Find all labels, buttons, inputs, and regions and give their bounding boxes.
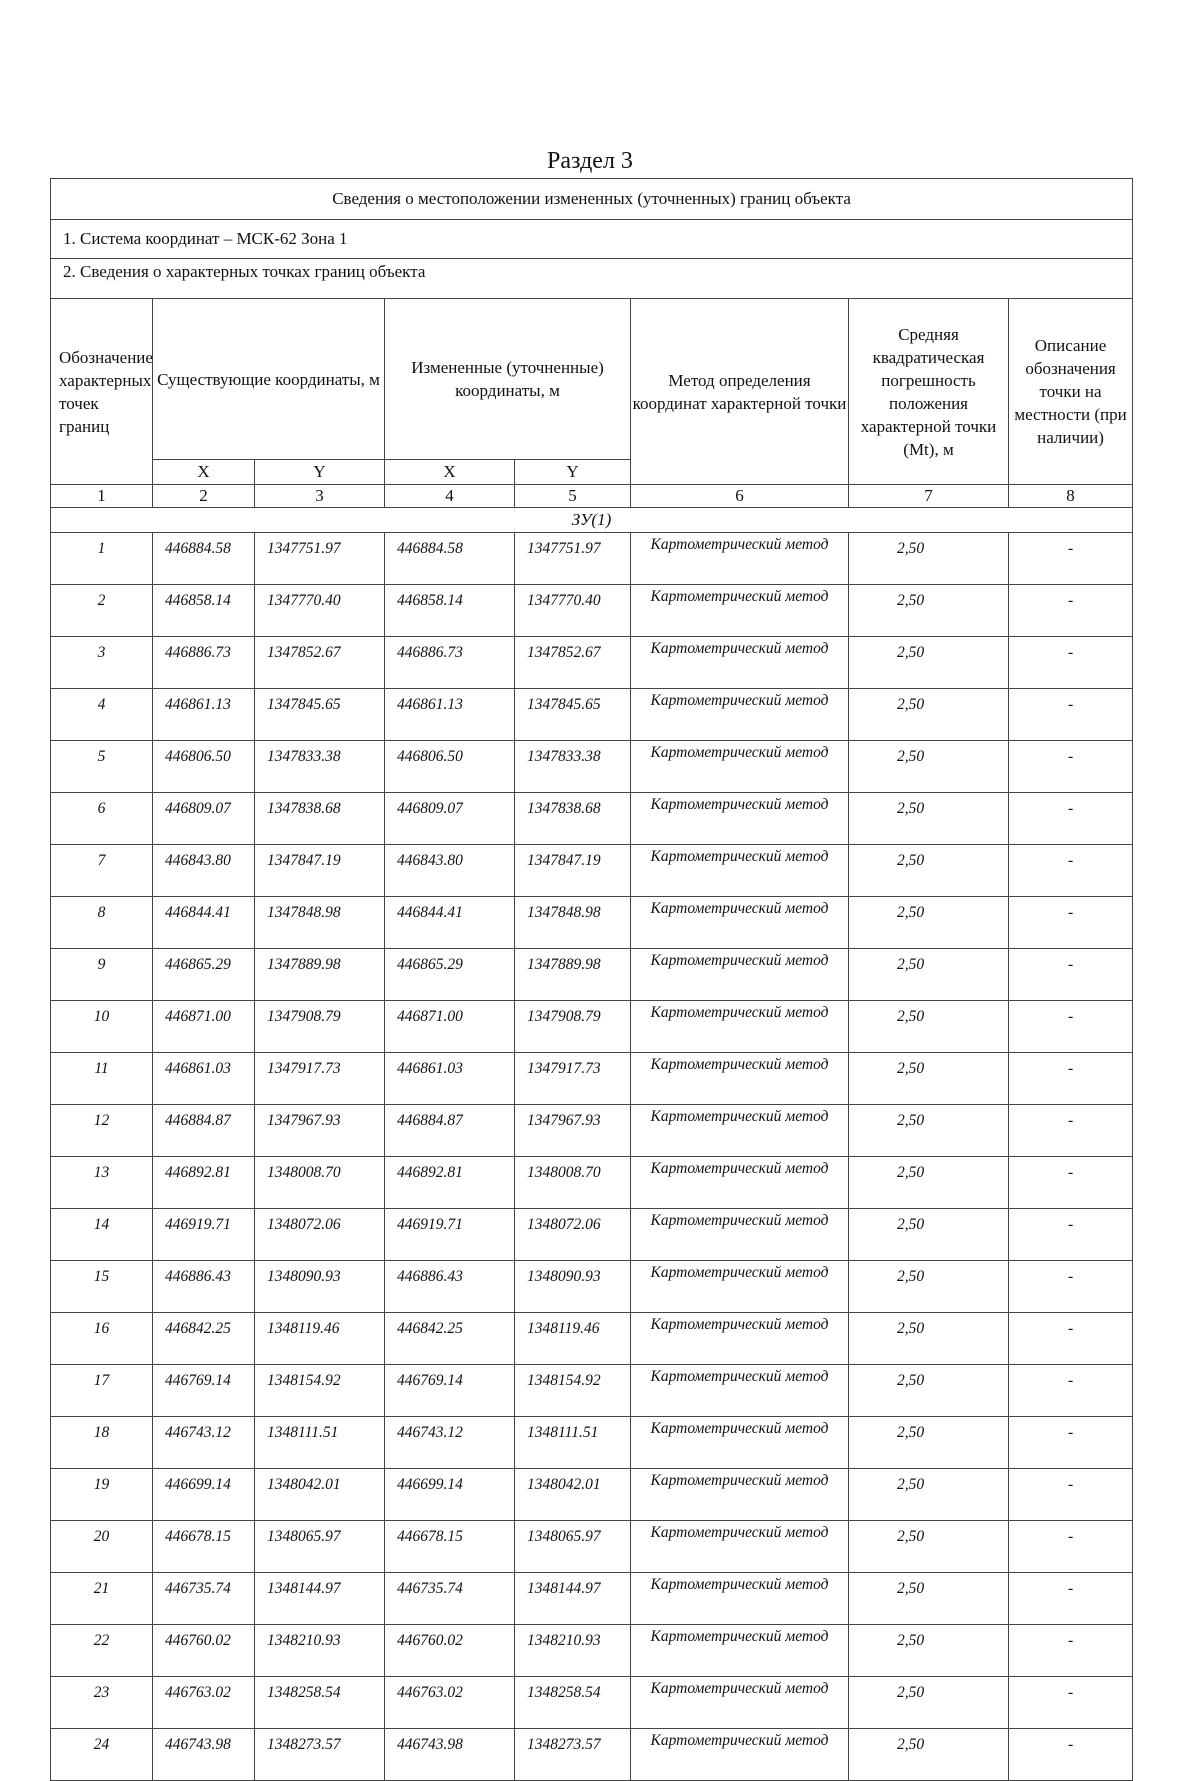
existing-x: 446844.41 — [153, 897, 255, 949]
method: Картометрический метод — [631, 793, 849, 845]
point-description: - — [1009, 949, 1133, 1001]
table-row — [51, 585, 1133, 637]
mean-error: 2,50 — [849, 1625, 1009, 1677]
header-y-existing: Y — [255, 460, 385, 485]
method: Картометрический метод — [631, 637, 849, 689]
table-row — [51, 897, 1133, 949]
changed-y: 1347845.65 — [515, 689, 631, 741]
method: Картометрический метод — [631, 1209, 849, 1261]
changed-y: 1348154.92 — [515, 1365, 631, 1417]
table-row — [51, 1001, 1133, 1053]
method: Картометрический метод — [631, 949, 849, 1001]
point-number: 8 — [51, 897, 153, 949]
mean-error: 2,50 — [849, 1105, 1009, 1157]
mean-error: 2,50 — [849, 793, 1009, 845]
changed-x: 446858.14 — [385, 585, 515, 637]
changed-y: 1348273.57 — [515, 1729, 631, 1781]
point-number: 10 — [51, 1001, 153, 1053]
header-existing-coords: Существующие координаты, м — [153, 299, 385, 460]
changed-x: 446806.50 — [385, 741, 515, 793]
point-number: 13 — [51, 1157, 153, 1209]
header-y-changed: Y — [515, 460, 631, 485]
changed-y: 1348090.93 — [515, 1261, 631, 1313]
points-heading: 2. Сведения о характерных точках границ объекта — [51, 259, 1133, 299]
column-number: 8 — [1009, 485, 1133, 508]
changed-y: 1348144.97 — [515, 1573, 631, 1625]
changed-y: 1347967.93 — [515, 1105, 631, 1157]
existing-x: 446871.00 — [153, 1001, 255, 1053]
existing-x: 446699.14 — [153, 1469, 255, 1521]
changed-y: 1348210.93 — [515, 1625, 631, 1677]
changed-x: 446884.87 — [385, 1105, 515, 1157]
existing-x: 446892.81 — [153, 1157, 255, 1209]
existing-y: 1348090.93 — [255, 1261, 385, 1313]
point-description: - — [1009, 1157, 1133, 1209]
mean-error: 2,50 — [849, 1677, 1009, 1729]
changed-y: 1347889.98 — [515, 949, 631, 1001]
header-description: Описание обозначения точки на местности (при наличии) — [1009, 299, 1133, 485]
point-number: 4 — [51, 689, 153, 741]
changed-x: 446769.14 — [385, 1365, 515, 1417]
point-description: - — [1009, 1625, 1133, 1677]
changed-y: 1348072.06 — [515, 1209, 631, 1261]
mean-error: 2,50 — [849, 741, 1009, 793]
point-description: - — [1009, 1313, 1133, 1365]
point-number: 16 — [51, 1313, 153, 1365]
point-description: - — [1009, 1053, 1133, 1105]
changed-x: 446809.07 — [385, 793, 515, 845]
header-changed-coords: Измененные (уточненные) координаты, м — [385, 299, 631, 460]
coordinate-system-line: 1. Система координат – МСК-62 Зона 1 — [51, 220, 1133, 259]
existing-y: 1348065.97 — [255, 1521, 385, 1573]
mean-error: 2,50 — [849, 1313, 1009, 1365]
point-description: - — [1009, 1677, 1133, 1729]
point-description: - — [1009, 1469, 1133, 1521]
method: Картометрический метод — [631, 1365, 849, 1417]
existing-y: 1347908.79 — [255, 1001, 385, 1053]
existing-y: 1347967.93 — [255, 1105, 385, 1157]
existing-y: 1348111.51 — [255, 1417, 385, 1469]
changed-x: 446760.02 — [385, 1625, 515, 1677]
point-description: - — [1009, 1105, 1133, 1157]
mean-error: 2,50 — [849, 845, 1009, 897]
table-row — [51, 1313, 1133, 1365]
table-row — [51, 533, 1133, 585]
table-row — [51, 793, 1133, 845]
point-number: 2 — [51, 585, 153, 637]
mean-error: 2,50 — [849, 1573, 1009, 1625]
table-row — [51, 1365, 1133, 1417]
changed-x: 446886.43 — [385, 1261, 515, 1313]
existing-x: 446865.29 — [153, 949, 255, 1001]
table-row — [51, 1729, 1133, 1781]
mean-error: 2,50 — [849, 1729, 1009, 1781]
method: Картометрический метод — [631, 845, 849, 897]
mean-error: 2,50 — [849, 1469, 1009, 1521]
point-number: 5 — [51, 741, 153, 793]
existing-y: 1347845.65 — [255, 689, 385, 741]
point-description: - — [1009, 741, 1133, 793]
point-description: - — [1009, 1729, 1133, 1781]
point-description: - — [1009, 1417, 1133, 1469]
changed-x: 446871.00 — [385, 1001, 515, 1053]
header-method: Метод определения координат характерной точки — [631, 299, 849, 485]
method: Картометрический метод — [631, 1573, 849, 1625]
point-number: 21 — [51, 1573, 153, 1625]
column-number: 3 — [255, 485, 385, 508]
existing-y: 1348008.70 — [255, 1157, 385, 1209]
changed-y: 1348258.54 — [515, 1677, 631, 1729]
mean-error: 2,50 — [849, 1261, 1009, 1313]
point-number: 12 — [51, 1105, 153, 1157]
section-title: Сведения о местоположении измененных (уточненных) границ объекта — [51, 179, 1133, 220]
existing-x: 446735.74 — [153, 1573, 255, 1625]
method: Картометрический метод — [631, 897, 849, 949]
method: Картометрический метод — [631, 1417, 849, 1469]
mean-error: 2,50 — [849, 1001, 1009, 1053]
existing-y: 1348258.54 — [255, 1677, 385, 1729]
existing-y: 1347847.19 — [255, 845, 385, 897]
changed-y: 1347908.79 — [515, 1001, 631, 1053]
existing-x: 446760.02 — [153, 1625, 255, 1677]
existing-x: 446743.12 — [153, 1417, 255, 1469]
existing-x: 446858.14 — [153, 585, 255, 637]
changed-x: 446865.29 — [385, 949, 515, 1001]
changed-y: 1348065.97 — [515, 1521, 631, 1573]
table-row — [51, 1053, 1133, 1105]
changed-y: 1348111.51 — [515, 1417, 631, 1469]
column-number: 6 — [631, 485, 849, 508]
point-number: 1 — [51, 533, 153, 585]
header-error: Средняя квадратическая погрешность положения характерной точки (Mt), м — [849, 299, 1009, 485]
existing-y: 1348210.93 — [255, 1625, 385, 1677]
column-number: 7 — [849, 485, 1009, 508]
page-title: Раздел 3 — [547, 148, 633, 174]
point-number: 17 — [51, 1365, 153, 1417]
point-description: - — [1009, 1573, 1133, 1625]
point-number: 9 — [51, 949, 153, 1001]
column-numbers-row — [51, 485, 1133, 508]
mean-error: 2,50 — [849, 1365, 1009, 1417]
existing-y: 1348154.92 — [255, 1365, 385, 1417]
changed-y: 1347847.19 — [515, 845, 631, 897]
mean-error: 2,50 — [849, 1417, 1009, 1469]
table-row — [51, 1261, 1133, 1313]
mean-error: 2,50 — [849, 1053, 1009, 1105]
point-number: 7 — [51, 845, 153, 897]
column-number: 5 — [515, 485, 631, 508]
changed-x: 446842.25 — [385, 1313, 515, 1365]
existing-x: 446886.73 — [153, 637, 255, 689]
mean-error: 2,50 — [849, 1209, 1009, 1261]
mean-error: 2,50 — [849, 1157, 1009, 1209]
header-x-existing: X — [153, 460, 255, 485]
method: Картометрический метод — [631, 1313, 849, 1365]
changed-y: 1347848.98 — [515, 897, 631, 949]
method: Картометрический метод — [631, 1105, 849, 1157]
point-description: - — [1009, 1001, 1133, 1053]
boundary-points-table — [50, 178, 1133, 1781]
changed-x: 446735.74 — [385, 1573, 515, 1625]
existing-x: 446806.50 — [153, 741, 255, 793]
table-row — [51, 1625, 1133, 1677]
existing-y: 1348119.46 — [255, 1313, 385, 1365]
existing-y: 1348273.57 — [255, 1729, 385, 1781]
method: Картометрический метод — [631, 1001, 849, 1053]
point-description: - — [1009, 1365, 1133, 1417]
changed-x: 446743.98 — [385, 1729, 515, 1781]
changed-y: 1348042.01 — [515, 1469, 631, 1521]
table-row — [51, 1521, 1133, 1573]
existing-x: 446861.03 — [153, 1053, 255, 1105]
existing-x: 446743.98 — [153, 1729, 255, 1781]
existing-x: 446884.58 — [153, 533, 255, 585]
table-row — [51, 1157, 1133, 1209]
existing-x: 446842.25 — [153, 1313, 255, 1365]
table-row — [51, 949, 1133, 1001]
point-number: 14 — [51, 1209, 153, 1261]
existing-y: 1348042.01 — [255, 1469, 385, 1521]
point-number: 11 — [51, 1053, 153, 1105]
mean-error: 2,50 — [849, 949, 1009, 1001]
mean-error: 2,50 — [849, 533, 1009, 585]
changed-x: 446743.12 — [385, 1417, 515, 1469]
point-number: 15 — [51, 1261, 153, 1313]
mean-error: 2,50 — [849, 585, 1009, 637]
existing-x: 446769.14 — [153, 1365, 255, 1417]
point-description: - — [1009, 793, 1133, 845]
changed-y: 1348119.46 — [515, 1313, 631, 1365]
existing-y: 1347770.40 — [255, 585, 385, 637]
group-label: ЗУ(1) — [51, 508, 1133, 533]
existing-y: 1347751.97 — [255, 533, 385, 585]
changed-x: 446919.71 — [385, 1209, 515, 1261]
point-number: 23 — [51, 1677, 153, 1729]
point-description: - — [1009, 637, 1133, 689]
method: Картометрический метод — [631, 689, 849, 741]
point-description: - — [1009, 1521, 1133, 1573]
mean-error: 2,50 — [849, 637, 1009, 689]
method: Картометрический метод — [631, 1729, 849, 1781]
column-number: 2 — [153, 485, 255, 508]
method: Картометрический метод — [631, 741, 849, 793]
changed-x: 446892.81 — [385, 1157, 515, 1209]
header-x-changed: X — [385, 460, 515, 485]
existing-x: 446861.13 — [153, 689, 255, 741]
existing-x: 446678.15 — [153, 1521, 255, 1573]
point-description: - — [1009, 845, 1133, 897]
method: Картометрический метод — [631, 1625, 849, 1677]
table-row — [51, 845, 1133, 897]
changed-x: 446843.80 — [385, 845, 515, 897]
changed-y: 1347833.38 — [515, 741, 631, 793]
changed-x: 446678.15 — [385, 1521, 515, 1573]
column-number: 1 — [51, 485, 153, 508]
changed-y: 1348008.70 — [515, 1157, 631, 1209]
point-description: - — [1009, 897, 1133, 949]
method: Картометрический метод — [631, 585, 849, 637]
table-row — [51, 1469, 1133, 1521]
method: Картометрический метод — [631, 1521, 849, 1573]
changed-x: 446699.14 — [385, 1469, 515, 1521]
point-number: 19 — [51, 1469, 153, 1521]
method: Картометрический метод — [631, 1053, 849, 1105]
point-number: 18 — [51, 1417, 153, 1469]
mean-error: 2,50 — [849, 1521, 1009, 1573]
point-number: 6 — [51, 793, 153, 845]
existing-y: 1348144.97 — [255, 1573, 385, 1625]
column-number: 4 — [385, 485, 515, 508]
existing-y: 1347889.98 — [255, 949, 385, 1001]
table-row — [51, 741, 1133, 793]
point-description: - — [1009, 1261, 1133, 1313]
changed-x: 446884.58 — [385, 533, 515, 585]
point-number: 24 — [51, 1729, 153, 1781]
point-description: - — [1009, 1209, 1133, 1261]
table-row — [51, 689, 1133, 741]
table-row — [51, 1677, 1133, 1729]
existing-y: 1347838.68 — [255, 793, 385, 845]
existing-x: 446884.87 — [153, 1105, 255, 1157]
table-row — [51, 1209, 1133, 1261]
point-number: 20 — [51, 1521, 153, 1573]
changed-x: 446763.02 — [385, 1677, 515, 1729]
method: Картометрический метод — [631, 1157, 849, 1209]
existing-y: 1347833.38 — [255, 741, 385, 793]
existing-x: 446843.80 — [153, 845, 255, 897]
method: Картометрический метод — [631, 1677, 849, 1729]
existing-y: 1347852.67 — [255, 637, 385, 689]
changed-y: 1347917.73 — [515, 1053, 631, 1105]
point-number: 3 — [51, 637, 153, 689]
method: Картометрический метод — [631, 533, 849, 585]
point-description: - — [1009, 585, 1133, 637]
changed-x: 446886.73 — [385, 637, 515, 689]
mean-error: 2,50 — [849, 689, 1009, 741]
changed-y: 1347838.68 — [515, 793, 631, 845]
changed-x: 446861.03 — [385, 1053, 515, 1105]
changed-y: 1347852.67 — [515, 637, 631, 689]
existing-x: 446919.71 — [153, 1209, 255, 1261]
table-row — [51, 1417, 1133, 1469]
changed-y: 1347770.40 — [515, 585, 631, 637]
existing-x: 446763.02 — [153, 1677, 255, 1729]
point-number: 22 — [51, 1625, 153, 1677]
header-designation: Обозначение характерных точек границ — [51, 299, 153, 485]
table-row — [51, 1105, 1133, 1157]
existing-y: 1347917.73 — [255, 1053, 385, 1105]
table-row — [51, 637, 1133, 689]
table-row — [51, 1573, 1133, 1625]
existing-y: 1347848.98 — [255, 897, 385, 949]
method: Картометрический метод — [631, 1469, 849, 1521]
changed-x: 446844.41 — [385, 897, 515, 949]
existing-x: 446809.07 — [153, 793, 255, 845]
existing-x: 446886.43 — [153, 1261, 255, 1313]
changed-x: 446861.13 — [385, 689, 515, 741]
changed-y: 1347751.97 — [515, 533, 631, 585]
existing-y: 1348072.06 — [255, 1209, 385, 1261]
point-description: - — [1009, 689, 1133, 741]
method: Картометрический метод — [631, 1261, 849, 1313]
mean-error: 2,50 — [849, 897, 1009, 949]
point-description: - — [1009, 533, 1133, 585]
